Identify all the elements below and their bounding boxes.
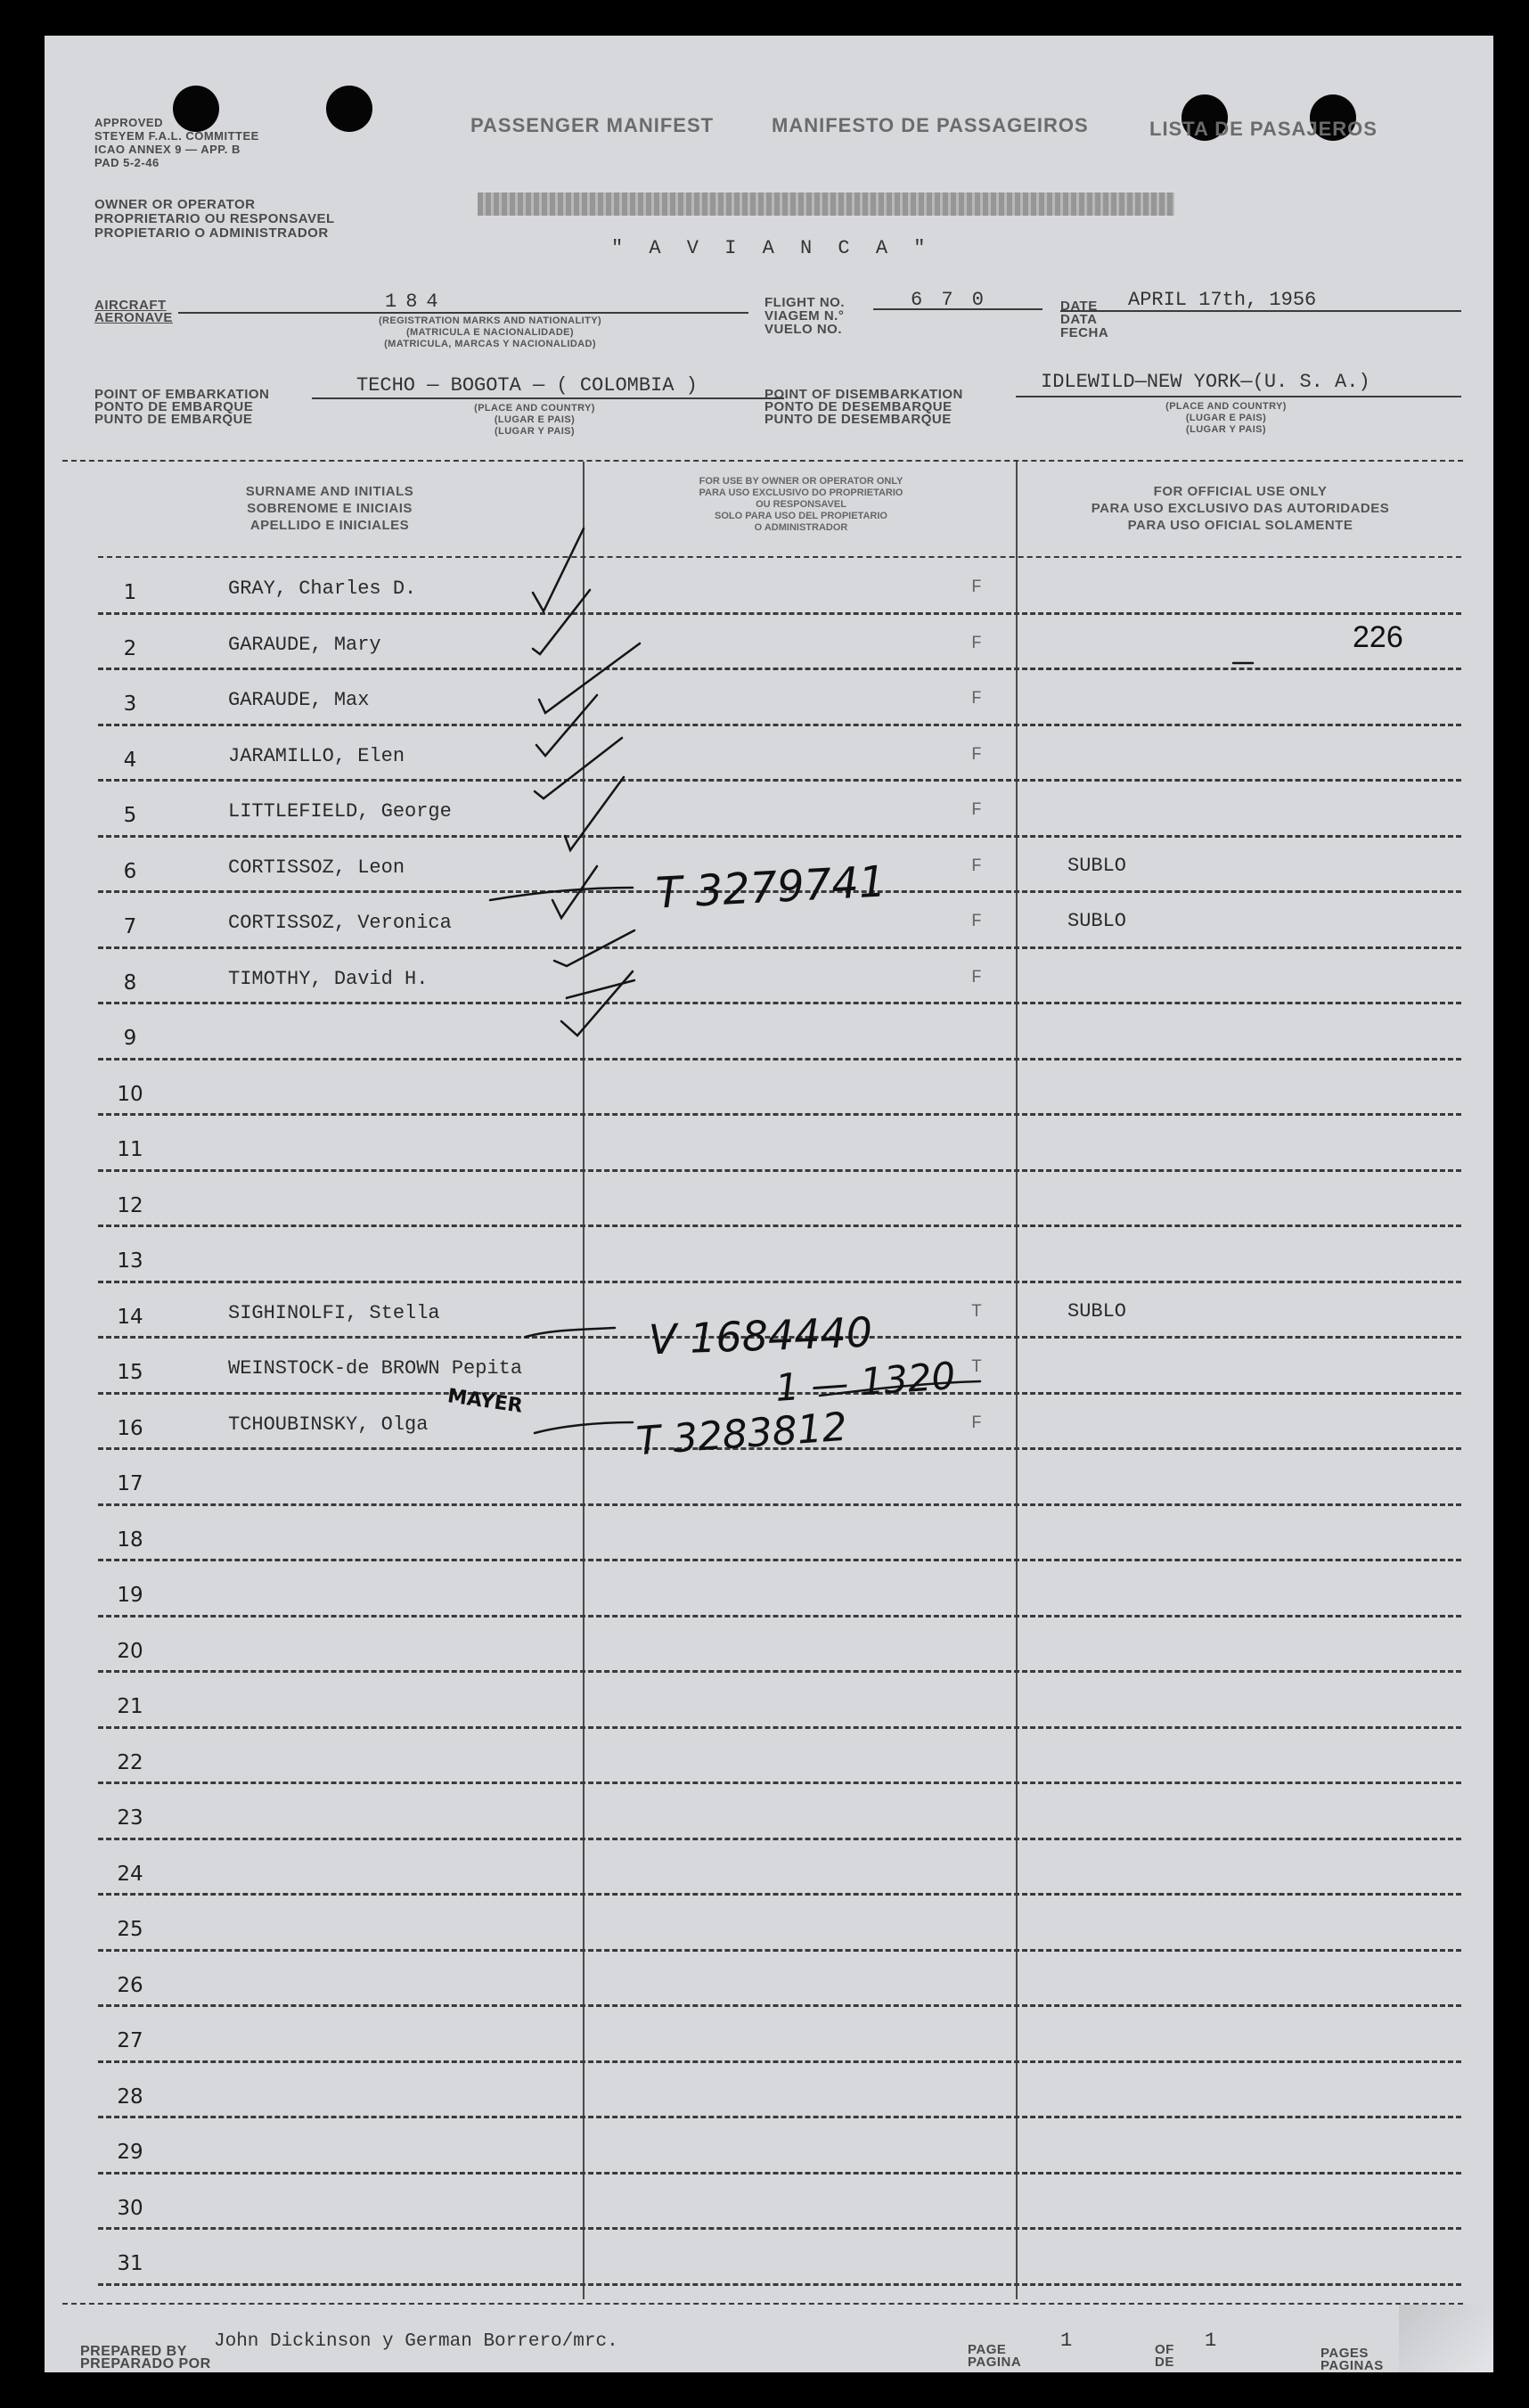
col-official-header: FOR OFFICIAL USE ONLY PARA USO EXCLUSIVO DAS AUTORIDADES PARA USO OFICIAL SOLAMENTE bbox=[1091, 484, 1390, 533]
disembarkation-value: IDLEWILD—NEW YORK—(U. S. A.) bbox=[1041, 371, 1370, 393]
passenger-fare-code: F bbox=[971, 800, 983, 821]
passenger-name: GARAUDE, Max bbox=[228, 689, 370, 711]
passenger-fare-code: F bbox=[971, 1413, 983, 1434]
row-number: 18 bbox=[117, 1528, 143, 1552]
prepared-value: John Dickinson y German Borrero/mrc. bbox=[214, 2331, 618, 2352]
approval-note: APPROVED STEYEM F.A.L. COMMITTEE ICAO ANNEX 9 — APP. B PAD 5-2-46 bbox=[94, 116, 259, 169]
dash-mark bbox=[490, 888, 633, 900]
row-number: 21 bbox=[117, 1695, 143, 1718]
official-note: SUBLO bbox=[1067, 854, 1127, 877]
handwritten-row15-overwrite: MAYER bbox=[446, 1385, 525, 1418]
row-number: 10 bbox=[117, 1082, 143, 1106]
passenger-name: TCHOUBINSKY, Olga bbox=[228, 1413, 429, 1436]
passenger-fare-code: F bbox=[971, 856, 983, 877]
embarkation-sub: (PLACE AND COUNTRY) (LUGAR E PAIS) (LUGAR Y PAIS) bbox=[474, 403, 595, 437]
flight-label: FLIGHT NO. VIAGEM N.° VUELO NO. bbox=[764, 295, 845, 337]
row-number: 9 bbox=[123, 1027, 137, 1050]
handwritten-row6: T 3279741 bbox=[654, 856, 887, 919]
page-value: 1 bbox=[1060, 2330, 1073, 2352]
passenger-name: JARAMILLO, Elen bbox=[228, 744, 405, 767]
of-value: 1 bbox=[1205, 2330, 1217, 2352]
row-number: 30 bbox=[117, 2196, 143, 2220]
aircraft-label: AIRCRAFT AERONAVE bbox=[94, 298, 173, 325]
row-number: 16 bbox=[117, 1416, 143, 1440]
row-number: 1 bbox=[123, 581, 137, 604]
passenger-fare-code: F bbox=[971, 577, 983, 598]
official-note: SUBLO bbox=[1067, 910, 1127, 932]
row-number: 24 bbox=[117, 1862, 143, 1886]
handwritten-row16: T 3283812 bbox=[634, 1404, 849, 1465]
manifest-sheet bbox=[45, 36, 1493, 2372]
row-number: 14 bbox=[117, 1305, 143, 1329]
passenger-fare-code: F bbox=[971, 633, 983, 654]
row-number: 4 bbox=[123, 748, 137, 772]
title-pt: MANIFESTO DE PASSAGEIROS bbox=[772, 114, 1089, 136]
row-number: 7 bbox=[123, 915, 137, 938]
title-en: PASSENGER MANIFEST bbox=[470, 114, 715, 136]
flight-value: 6 7 0 bbox=[911, 289, 988, 311]
passenger-fare-code: T bbox=[971, 1357, 983, 1378]
embarkation-label: POINT OF EMBARKATION PONTO DE EMBARQUE PUNTO DE EMBARQUE bbox=[94, 387, 270, 427]
check-mark-icon bbox=[536, 695, 597, 756]
check-mark-icon bbox=[533, 528, 584, 611]
row-number: 23 bbox=[117, 1806, 143, 1830]
row-number: 31 bbox=[117, 2252, 143, 2275]
title-es: LISTA DE PASAJEROS bbox=[1149, 118, 1378, 140]
row-number: 25 bbox=[117, 1918, 143, 1941]
passenger-fare-code: F bbox=[971, 912, 983, 932]
embarkation-value: TECHO — BOGOTA — ( COLOMBIA ) bbox=[356, 374, 698, 397]
dash-mark bbox=[535, 1422, 633, 1433]
row-number: 8 bbox=[123, 971, 137, 995]
passenger-name: TIMOTHY, David H. bbox=[228, 967, 429, 990]
date-value: APRIL 17th, 1956 bbox=[1128, 289, 1317, 311]
pages-label: PAGES PAGINAS bbox=[1320, 2346, 1384, 2372]
of-label: OF DE bbox=[1155, 2342, 1174, 2370]
row-number: 22 bbox=[117, 1750, 143, 1774]
aircraft-value: 184 bbox=[385, 291, 447, 313]
row-number: 27 bbox=[117, 2029, 143, 2052]
check-mark-icon bbox=[535, 738, 622, 799]
passenger-name: GRAY, Charles D. bbox=[228, 577, 417, 600]
handwritten-226: 226 bbox=[1353, 620, 1403, 654]
col-surname-header: SURNAME AND INITIALS SOBRENOME E INICIAIS APELLIDO E INICIALES bbox=[245, 484, 414, 533]
passenger-name: CORTISSOZ, Veronica bbox=[228, 912, 452, 934]
row-number: 11 bbox=[117, 1138, 143, 1161]
row-number: 19 bbox=[117, 1584, 143, 1607]
prepared-label: PREPARED BY PREPARADO POR bbox=[80, 2344, 211, 2371]
passenger-fare-code: F bbox=[971, 967, 983, 988]
row-number: 28 bbox=[117, 2084, 143, 2109]
check-mark-icon bbox=[565, 777, 624, 850]
disembarkation-sub: (PLACE AND COUNTRY) (LUGAR E PAIS) (LUGAR Y PAIS) bbox=[1165, 401, 1287, 435]
date-label: DATE DATA FECHA bbox=[1060, 299, 1109, 340]
check-marks bbox=[45, 36, 1493, 2372]
row-number: 3 bbox=[123, 692, 137, 716]
aircraft-sub: (REGISTRATION MARKS AND NATIONALITY) (MATRICULA E NACIONALIDADE) (MATRICULA, MARCAS Y NACIONALIDAD) bbox=[378, 315, 602, 349]
row-number: 5 bbox=[123, 804, 137, 827]
dash-mark bbox=[526, 1328, 615, 1337]
handwritten-row15: 1 — 1320 bbox=[773, 1354, 957, 1410]
check-mark-icon bbox=[561, 971, 633, 1036]
passenger-name: LITTLEFIELD, George bbox=[228, 800, 452, 823]
row-number: 15 bbox=[117, 1361, 143, 1384]
passenger-name: WEINSTOCK-de BROWN Pepita bbox=[228, 1357, 523, 1380]
passenger-name: SIGHINOLFI, Stella bbox=[228, 1301, 440, 1324]
owner-label: OWNER OR OPERATOR PROPRIETARIO OU RESPONSAVEL PROPIETARIO O ADMINISTRADOR bbox=[94, 197, 335, 241]
row-number: 13 bbox=[117, 1249, 143, 1273]
operator-name: " A V I A N C A " bbox=[611, 237, 933, 259]
row-number: 6 bbox=[123, 859, 137, 883]
row-number: 29 bbox=[117, 2141, 143, 2164]
disembarkation-label: POINT OF DISEMBARKATION PONTO DE DESEMBARQUE PUNTO DE DESEMBARQUE bbox=[764, 387, 963, 427]
row-number: 17 bbox=[117, 1472, 143, 1495]
row-number: 2 bbox=[123, 636, 137, 660]
row-number: 12 bbox=[117, 1193, 143, 1217]
check-mark-icon bbox=[554, 930, 634, 966]
passenger-fare-code: F bbox=[971, 744, 983, 766]
handwritten-row14: V 1684440 bbox=[648, 1307, 873, 1364]
row-number: 26 bbox=[117, 1973, 143, 1997]
row-number: 20 bbox=[117, 1639, 143, 1663]
page-label: PAGE PAGINA bbox=[968, 2342, 1022, 2370]
col-owner-header: FOR USE BY OWNER OR OPERATOR ONLY PARA USO EXCLUSIVO DO PROPRIETARIO OU RESPONSAVEL SOLO PARA USO DEL PROPIETARIO O ADMINISTRADOR bbox=[699, 476, 904, 533]
passenger-name: GARAUDE, Mary bbox=[228, 633, 381, 656]
passenger-name: CORTISSOZ, Leon bbox=[228, 856, 405, 879]
check-mark-icon bbox=[533, 590, 590, 654]
passenger-fare-code: F bbox=[971, 689, 983, 709]
passenger-fare-code: T bbox=[971, 1301, 983, 1323]
official-note: SUBLO bbox=[1067, 1299, 1127, 1323]
